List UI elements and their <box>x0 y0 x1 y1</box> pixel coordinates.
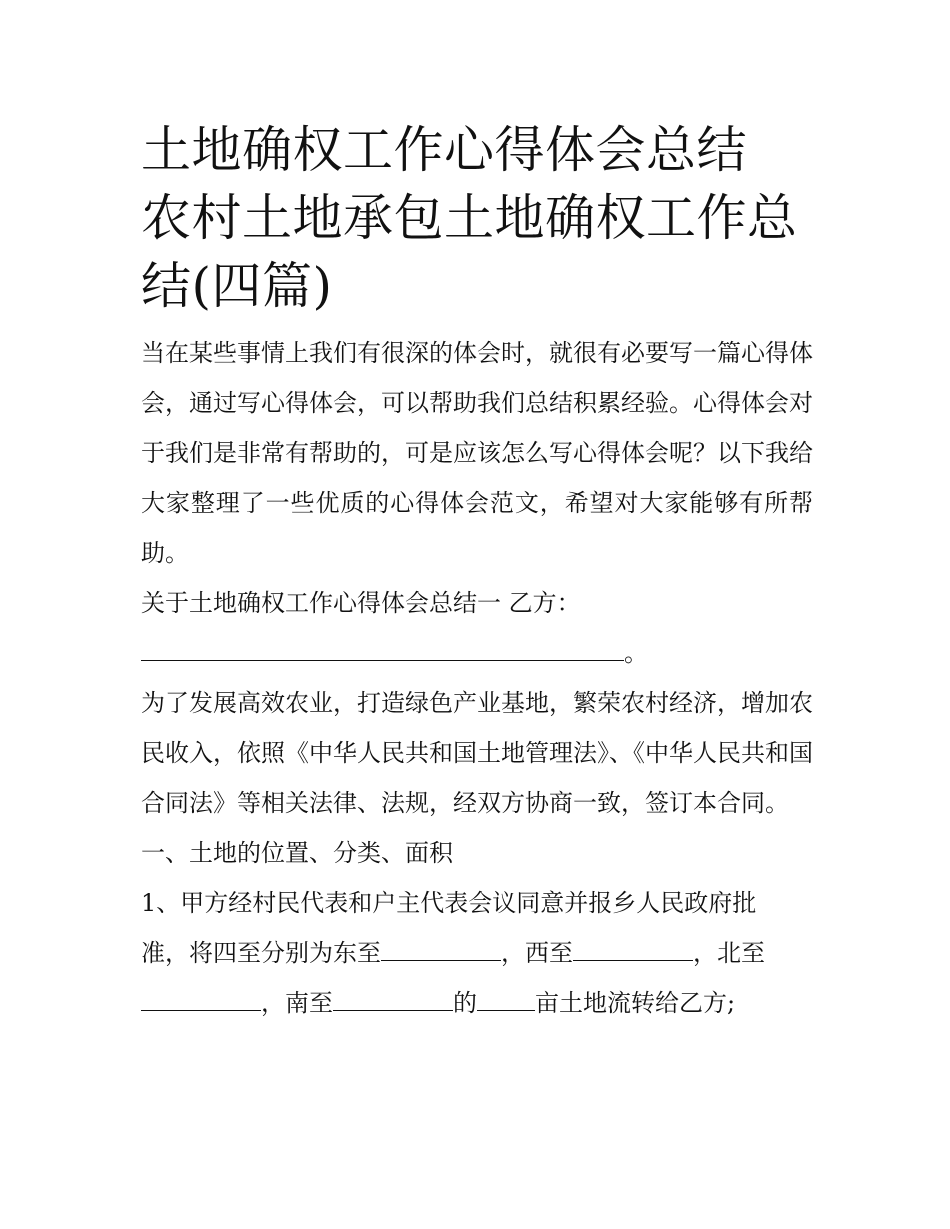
north-boundary-blank <box>141 990 261 1011</box>
document-body <box>141 116 813 1028</box>
clause-text: ，南至 <box>261 989 333 1017</box>
intro-paragraph: 当在某些事情上我们有很深的体会时，就很有必要写一篇心得体会，通过写心得体会，可以帮助我们总结积累经验。心得体会对于我们是非常有帮助的，可是应该怎么写心得体会呢？以下我给大家整理了一些优质的心得体会范文，希望对大家能够有所帮助。 <box>141 339 813 567</box>
clause-text: ，西至 <box>501 939 573 967</box>
clause-text: 准，将四至分别为东至 <box>141 939 381 967</box>
west-boundary-blank <box>573 940 693 961</box>
clause-1-line-1: 1、甲方经村民代表和户主代表会议同意并报乡人民政府批 <box>141 889 757 917</box>
clause-1-line-3 <box>141 978 813 1028</box>
purpose-paragraph: 为了发展高效农业，打造绿色产业基地，繁荣农村经济，增加农民收入，依照《中华人民共和国土地管理法》、《中华人民共和国合同法》等相关法律、法规，经双方协商一致，签订本合同。 <box>141 689 813 817</box>
party-b-blank-line <box>141 628 813 678</box>
south-boundary-blank <box>333 990 453 1011</box>
clause-text: ，北至 <box>693 939 765 967</box>
fill-in-blank <box>141 640 624 661</box>
east-boundary-blank <box>381 940 501 961</box>
clause-text: 的 <box>453 989 477 1017</box>
section-heading: 关于土地确权工作心得体会总结一 乙方： <box>141 589 581 617</box>
blank-line-period: 。 <box>624 639 648 667</box>
clause-1-line-2 <box>141 928 813 978</box>
area-blank <box>477 990 535 1011</box>
clause-text: 亩土地流转给乙方; <box>535 989 736 1017</box>
clause-heading-one: 一、土地的位置、分类、面积 <box>141 839 453 867</box>
document-title: 土地确权工作心得体会总结 农村土地承包土地确权工作总结(四篇) <box>141 121 798 315</box>
